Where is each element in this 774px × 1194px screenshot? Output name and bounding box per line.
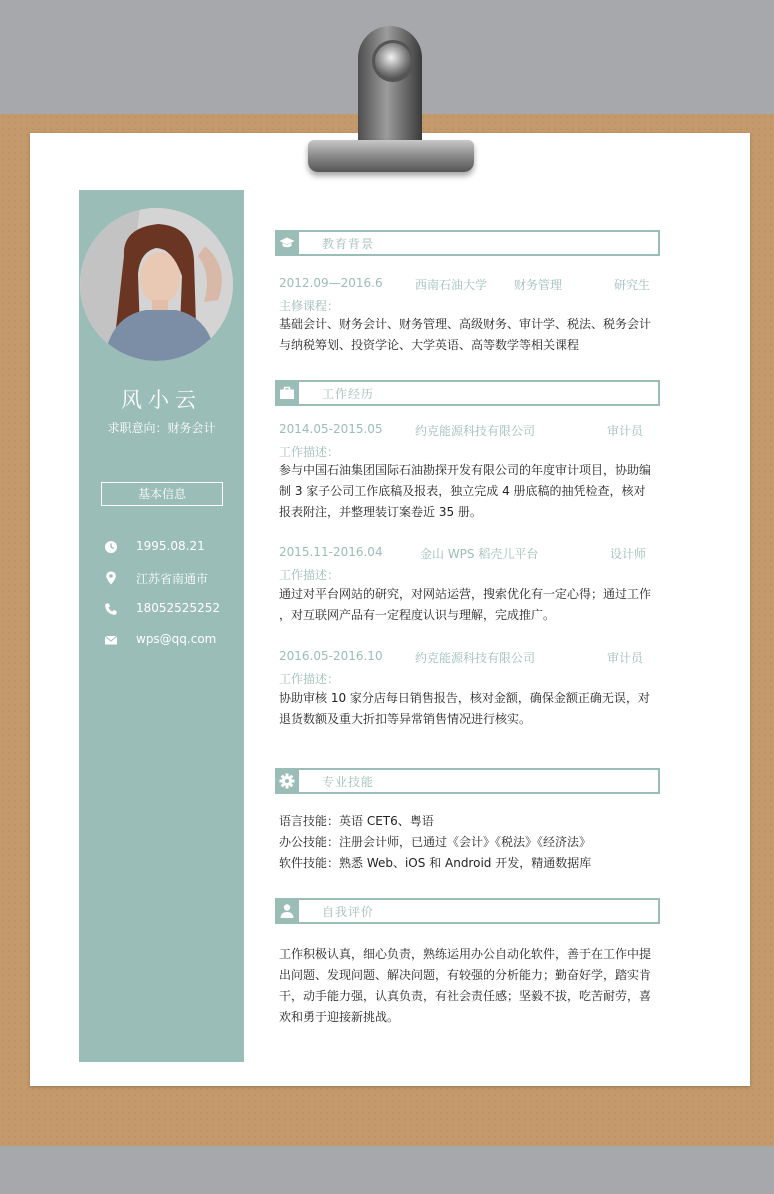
- edu-major: 财务管理: [514, 278, 563, 292]
- edu-period: 2012.09—2016.6: [279, 276, 383, 290]
- candidate-name: 风小云: [121, 388, 202, 412]
- self-eval-title: 自我评价: [322, 905, 375, 919]
- education-title: 教育背景: [322, 237, 375, 251]
- job-desc: 通过对平台网站的研究，对网站运营，搜索优化有一定心得；通过工作 ，对互联网产品有一定程度认识与理解，完成推广。: [279, 587, 652, 622]
- location-value: 江苏省南通市: [136, 572, 209, 586]
- job-desc: 参与中国石油集团国际石油勘探开发有限公司的年度审计项目，协助编 制 3 家子公司工作底稿及报表，独立完成 4 册底稿的抽凭检查，核对 报表附注，并整理装订案卷近 35 册。: [279, 463, 652, 519]
- basic-info-button[interactable]: 基本信息: [101, 482, 223, 506]
- job-period: 2015.11-2016.04: [279, 545, 383, 559]
- person-icon: [279, 903, 295, 919]
- email-value: wps@qq.com: [136, 632, 217, 646]
- job-period: 2014.05-2015.05: [279, 422, 383, 436]
- courses-label: 主修课程：: [279, 299, 340, 313]
- phone-value: 18052525252: [136, 601, 220, 615]
- education-header: [275, 230, 660, 256]
- courses-text: 基础会计、财务会计、财务管理、高级财务、审计学、税法、税务会计 与纳税筹划、投资学论、大学英语、高等数学等相关课程: [279, 317, 652, 352]
- phone-icon: [104, 602, 118, 616]
- work-header: [275, 380, 660, 406]
- skills-header: [275, 768, 660, 794]
- job-company: 约克能源科技有限公司: [415, 424, 536, 438]
- self-eval-header: [275, 898, 660, 924]
- birthdate-value: 1995.08.21: [136, 539, 205, 553]
- avatar: [80, 208, 233, 361]
- clip-plate: [308, 140, 474, 172]
- job-role: 审计员: [607, 651, 644, 665]
- job-period: 2016.05-2016.10: [279, 649, 383, 663]
- job-role: 审计员: [607, 424, 644, 438]
- graduation-cap-icon: [279, 235, 295, 251]
- edu-degree: 研究生: [614, 278, 651, 292]
- work-title: 工作经历: [322, 387, 375, 401]
- clip-ring: [372, 40, 414, 82]
- skill-item: 软件技能：熟悉 Web、iOS 和 Android 开发，精通数据库: [279, 856, 592, 870]
- skills-title: 专业技能: [322, 775, 375, 789]
- skill-item: 语言技能：英语 CET6、粤语: [279, 814, 434, 828]
- self-eval-text: 工作积极认真，细心负责，熟练运用办公自动化软件，善于在工作中提 出问题、发现问题、解决问题，有较强的分析能力；勤奋好学，踏实肯 干，动手能力强，认真负责，有社会责任感；坚毅不拔，吃苦耐劳，喜 欢和勇于迎接新挑战。: [279, 947, 652, 1024]
- mail-icon: [104, 633, 118, 647]
- job-role: 设计师: [610, 547, 647, 561]
- clock-icon: [104, 540, 118, 554]
- job-objective: 求职意向：财务会计: [107, 421, 216, 435]
- job-desc-label: 工作描述：: [279, 445, 340, 459]
- briefcase-icon: [279, 385, 295, 401]
- job-desc-label: 工作描述：: [279, 672, 340, 686]
- skills-list: [279, 811, 663, 874]
- location-pin-icon: [104, 571, 118, 585]
- job-desc-label: 工作描述：: [279, 568, 340, 582]
- job-company: 约克能源科技有限公司: [415, 651, 536, 665]
- gear-icon: [279, 773, 295, 789]
- job-desc: 协助审核 10 家分店每日销售报告，核对金额，确保金额正确无误，对 退货数额及重大折扣等异常销售情况进行核实。: [279, 691, 650, 726]
- edu-school: 西南石油大学: [415, 278, 488, 292]
- skill-item: 办公技能：注册会计师，已通过《会计》《税法》《经济法》: [279, 835, 592, 849]
- job-company: 金山 WPS 稻壳儿平台: [420, 547, 539, 561]
